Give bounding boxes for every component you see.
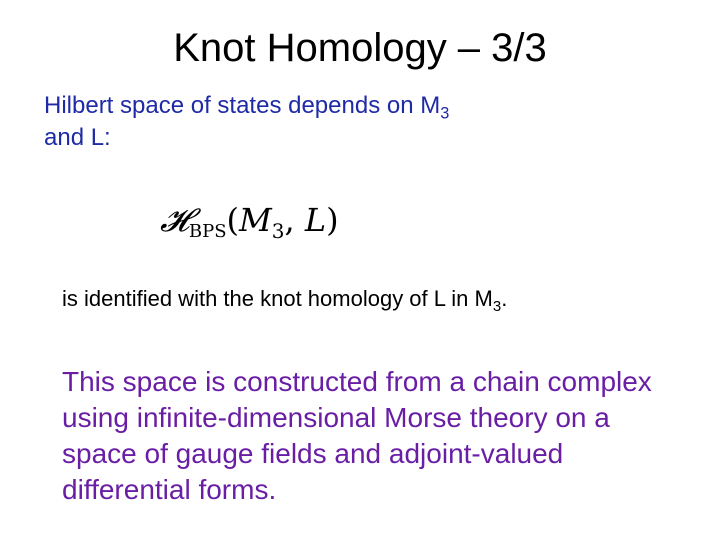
identified-subscript: 3 <box>492 298 502 316</box>
identified-prefix: is identified with the knot homology of L in M <box>62 286 493 311</box>
formula-symbol-subscript: BPS <box>188 221 227 242</box>
formula-separator: , <box>284 201 305 239</box>
formula-open-paren: ( <box>226 201 240 239</box>
intro-prefix: Hilbert space of states depends on M <box>44 92 441 119</box>
formula-var1-subscript: 3 <box>271 219 285 243</box>
hilbert-space-formula <box>160 198 339 254</box>
construction-paragraph: This space is constructed from a chain complex using infinite-dimensional Morse theory on a space of gauge fields and adjoint-valued differential forms. <box>62 366 652 505</box>
formula-var1: M <box>239 201 272 239</box>
identified-text <box>62 284 702 314</box>
identified-suffix: . <box>501 286 508 311</box>
formula-close-paren: ) <box>326 201 339 239</box>
intro-subscript: 3 <box>440 104 450 123</box>
intro-text <box>44 90 684 154</box>
formula-var2: L <box>304 201 327 239</box>
slide-title: Knot Homology – 3/3 <box>173 26 547 70</box>
formula-symbol: 𝓗 <box>160 201 189 239</box>
intro-line2: and L: <box>44 124 111 151</box>
